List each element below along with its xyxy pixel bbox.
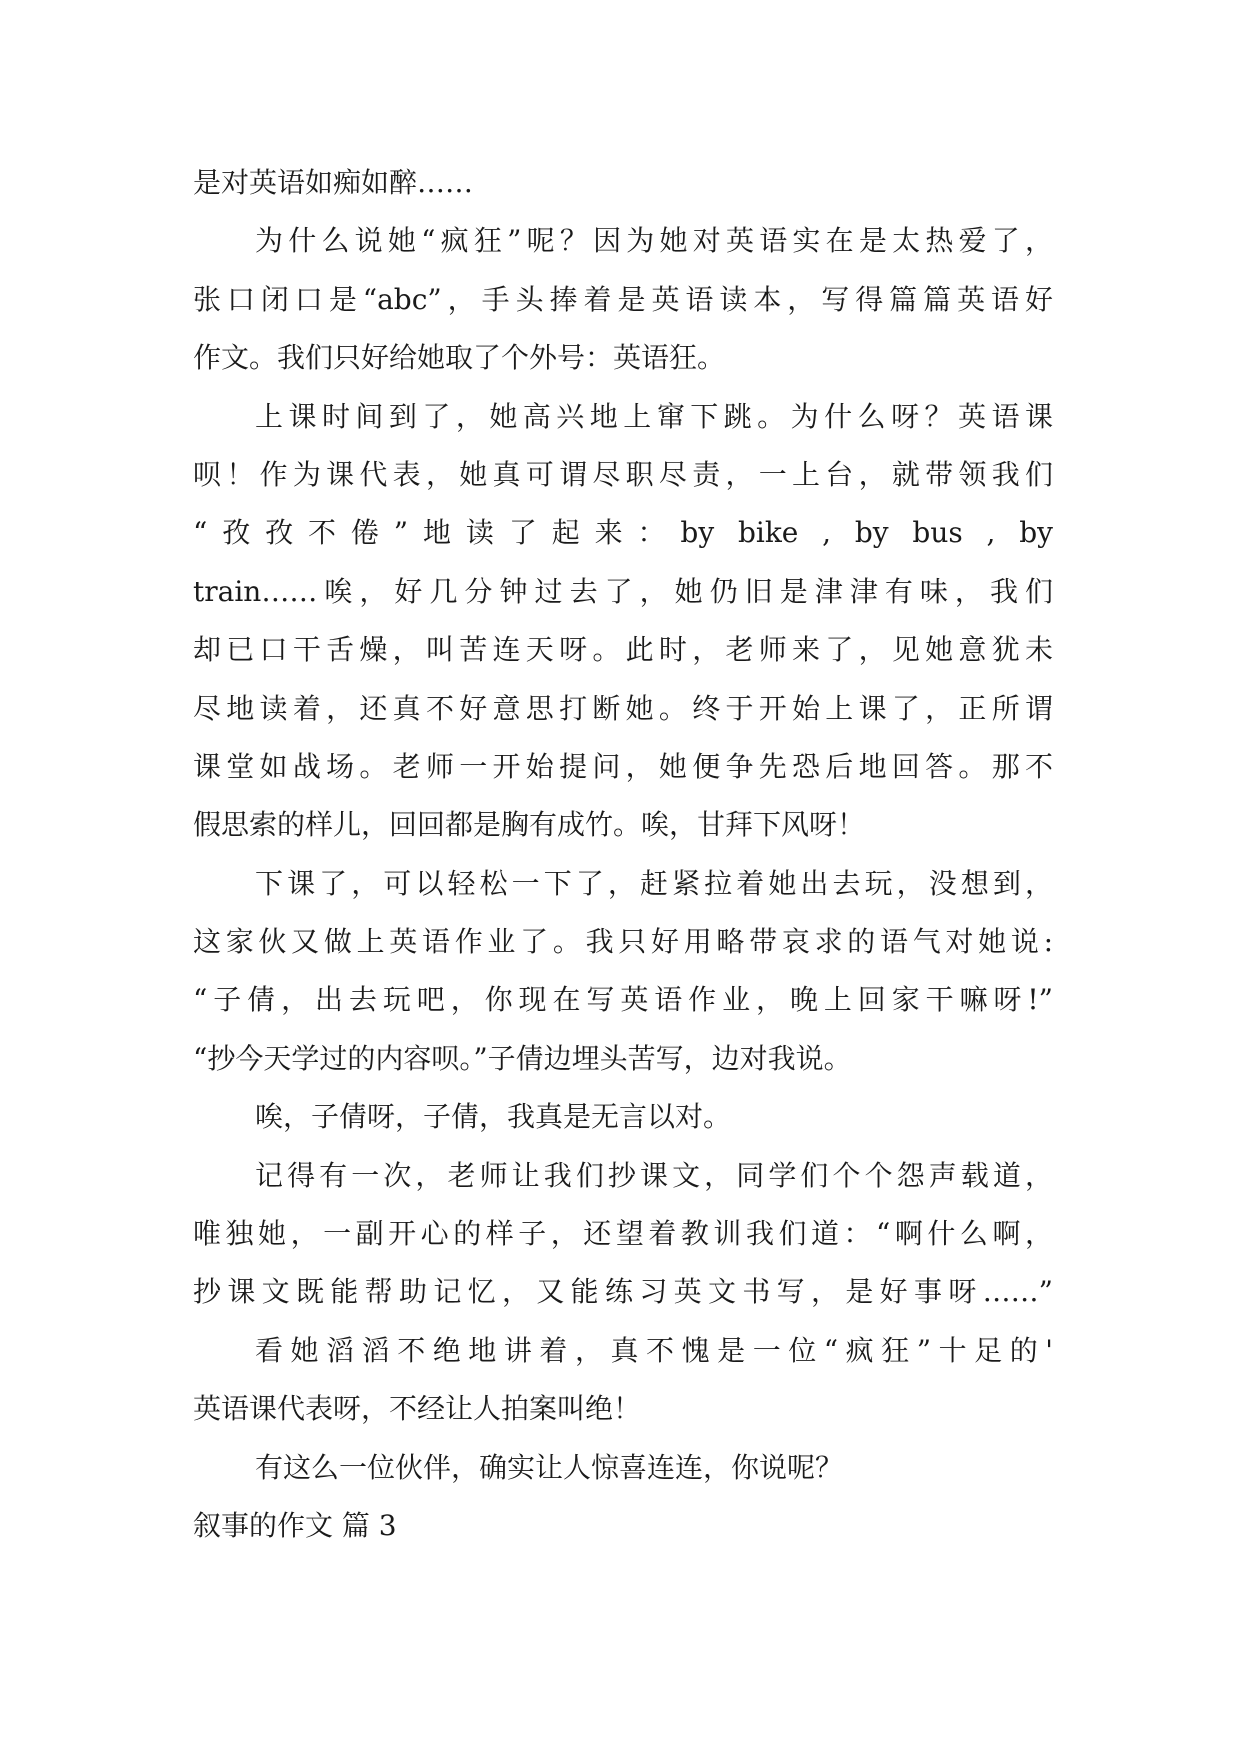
- text-line-3: 张口闭口是“abc”，手头捧着是英语读本，写得篇篇英语好: [193, 282, 1053, 316]
- text-line-17: 唉，子倩呀，子倩，我真是无言以对。: [255, 1100, 732, 1134]
- text-line-8: train……唉，好几分钟过去了，她仍旧是津津有味，我们: [193, 574, 1053, 608]
- text-line-6: 呗！作为课代表，她真可谓尽职尽责，一上台，就带领我们: [193, 457, 1053, 491]
- text-line-20: 抄课文既能帮助记忆，又能练习英文书写，是好事呀……”: [193, 1275, 1053, 1309]
- section-heading: 叙事的作文 篇 3: [193, 1508, 397, 1542]
- text-line-23: 有这么一位伙伴，确实让人惊喜连连，你说呢？: [255, 1450, 844, 1484]
- text-line-4: 作文。我们只好给她取了个外号：英语狂。: [193, 341, 726, 375]
- text-line-1: 是对英语如痴如醉……: [193, 166, 474, 199]
- text-line-9: 却已口干舌燥，叫苦连天呀。此时，老师来了，见她意犹未: [193, 633, 1053, 667]
- text-line-19: 唯独她，一副开心的样子，还望着教训我们道：“啊什么啊，: [193, 1217, 1053, 1251]
- essay-body: [193, 154, 1053, 1555]
- text-line-15: “子倩，出去玩吧，你现在写英语作业，晚上回家干嘛呀!”: [193, 983, 1053, 1017]
- text-line-18: 记得有一次，老师让我们抄课文，同学们个个怨声载道，: [255, 1158, 1053, 1192]
- text-line-14: 这家伙又做上英语作业了。我只好用略带哀求的语气对她说:: [193, 925, 1053, 959]
- text-line-7: “孜孜不倦”地读了起来：by bike , by bus , by: [193, 516, 1053, 550]
- text-line-5: 上课时间到了，她高兴地上窜下跳。为什么呀？英语课: [255, 399, 1053, 433]
- text-line-11: 课堂如战场。老师一开始提问，她便争先恐后地回答。那不: [193, 749, 1053, 783]
- text-line-2: 为什么说她“疯狂”呢？因为她对英语实在是太热爱了，: [255, 224, 1053, 258]
- text-line-13: 下课了，可以轻松一下了，赶紧拉着她出去玩，没想到，: [255, 866, 1053, 900]
- text-line-10: 尽地读着，还真不好意思打断她。终于开始上课了，正所谓: [193, 691, 1053, 725]
- text-line-22: 英语课代表呀，不经让人拍案叫绝！: [193, 1392, 642, 1426]
- text-line-16: “抄今天学过的内容呗。”子倩边埋头苦写，边对我说。: [193, 1041, 852, 1075]
- text-line-12: 假思索的样儿，回回都是胸有成竹。唉，甘拜下风呀！: [193, 808, 866, 842]
- text-line-21: 看她滔滔不绝地讲着，真不愧是一位“疯狂”十足的': [255, 1333, 1053, 1367]
